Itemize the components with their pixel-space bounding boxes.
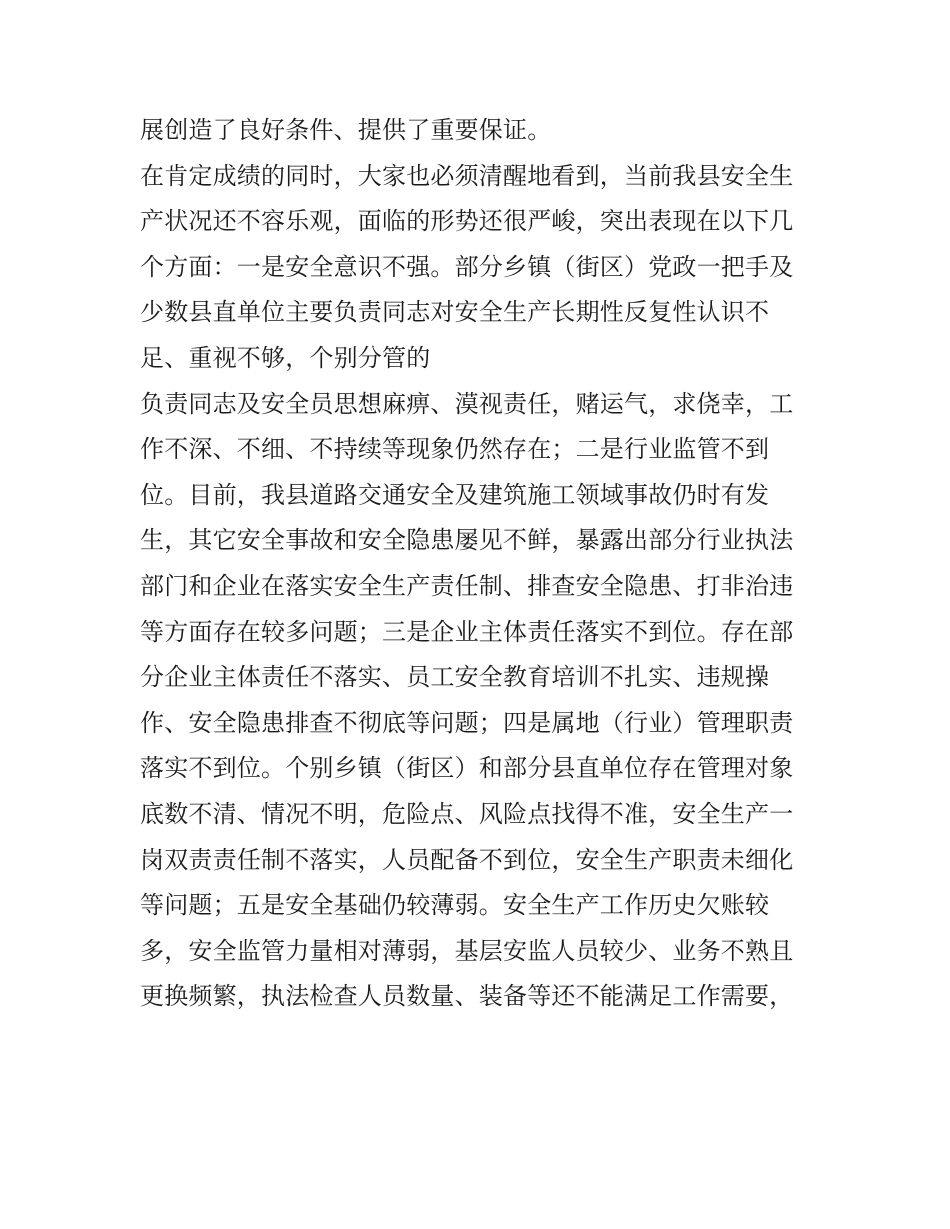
text-line: 作不深、不细、不持续等现象仍然存在；二是行业监管不到 [140,435,770,464]
text-line: 落实不到位。个别乡镇（街区）和部分县直单位存在管理对象 [140,754,794,783]
text-line: 岗双责责任制不落实，人员配备不到位，安全生产职责未细化 [140,845,794,874]
text-line: 在肯定成绩的同时，大家也必须清醒地看到，当前我县安全生 [140,161,794,190]
text-line: 展创造了良好条件、提供了重要保证。 [140,116,552,144]
text-line: 等方面存在较多问题；三是企业主体责任落实不到位。存在部 [140,617,794,646]
text-line: 负责同志及安全员思想麻痹、漠视责任，赌运气，求侥幸，工 [140,389,794,418]
text-line: 作、安全隐患排查不彻底等问题；四是属地（行业）管理职责 [140,708,794,737]
text-line: 分企业主体责任不落实、员工安全教育培训不扎实、违规操 [140,663,770,692]
text-line: 更换频繁，执法检查人员数量、装备等还不能满足工作需要， [140,982,794,1011]
text-line: 位。目前，我县道路交通安全及建筑施工领域事故仍时有发 [140,480,770,509]
text-line: 个方面：一是安全意识不强。部分乡镇（街区）党政一把手及 [140,252,794,281]
text-line: 生，其它安全事故和安全隐患屡见不鲜，暴露出部分行业执法 [140,526,794,555]
text-line: 产状况还不容乐观，面临的形势还很严峻，突出表现在以下几 [140,207,794,236]
text-line: 底数不清、情况不明，危险点、风险点找得不准，安全生产一 [140,799,794,828]
text-line: 部门和企业在落实安全生产责任制、排查安全隐患、打非治违 [140,571,794,600]
text-line: 等问题；五是安全基础仍较薄弱。安全生产工作历史欠账较 [140,891,770,920]
text-line: 多，安全监管力量相对薄弱，基层安监人员较少、业务不熟且 [140,936,794,965]
body-text [140,108,820,1020]
text-line: 少数县直单位主要负责同志对安全生产长期性反复性认识不 [140,298,770,327]
text-line: 足、重视不够，个别分管的 [140,343,431,372]
